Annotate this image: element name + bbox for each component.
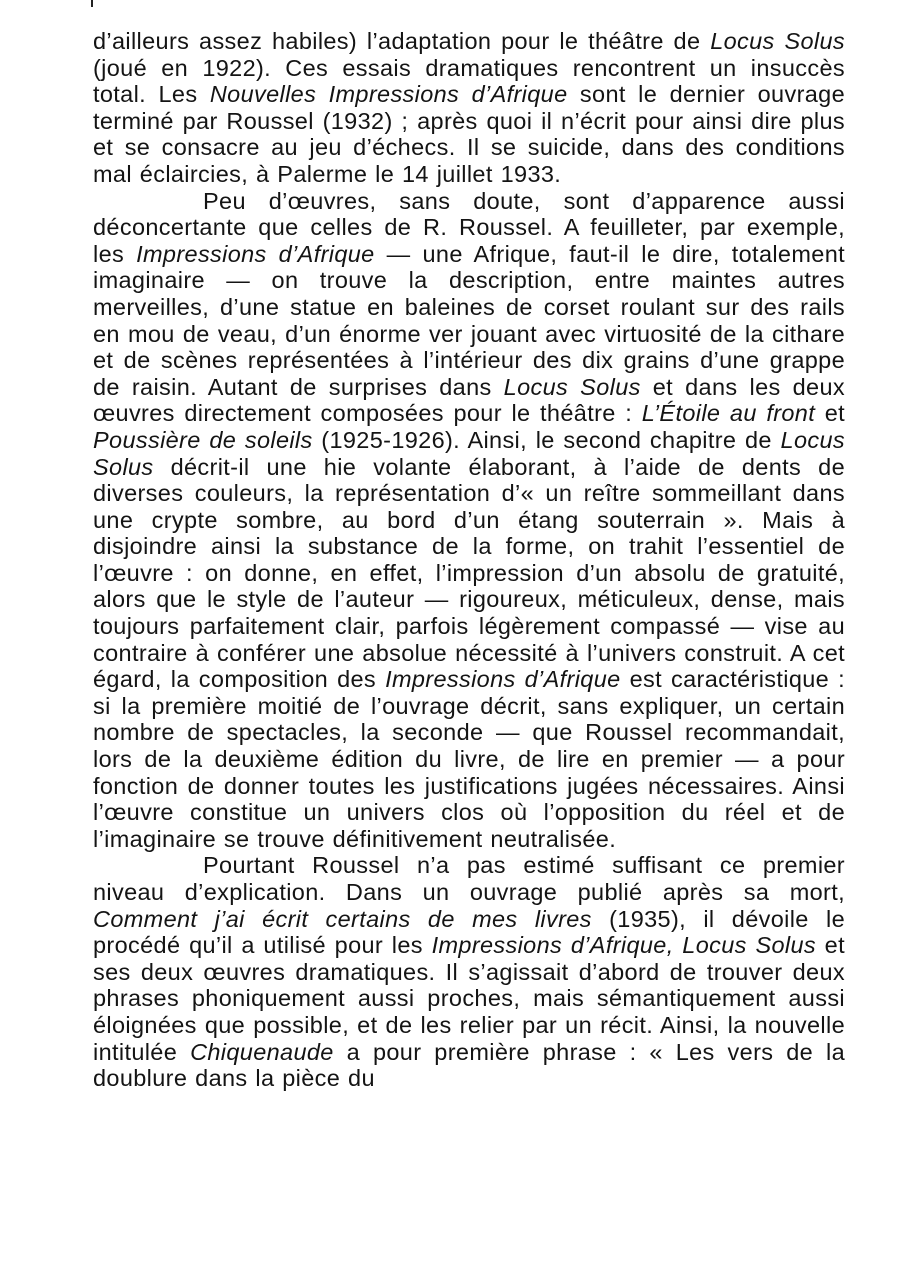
italic-title-text: Nouvelles Impressions d’Afrique bbox=[209, 81, 568, 108]
page-corner-mark bbox=[91, 0, 93, 7]
italic-title-text: L’Étoile au front bbox=[641, 400, 816, 427]
text-run: d’ailleurs assez habiles) l’adaptation pour le théâtre de bbox=[93, 28, 711, 54]
text-run: a pour première phrase : « Les vers de la doublure dans la pièce du bbox=[93, 1038, 845, 1092]
text-run: décrit-il une hie volante élaborant, à l’aide de dents de diverses couleurs, la représentation d’« un reître sommeillant dans une crypte sombre, au bord d’un étang souterrain ». Mais à disjoindre ainsi la substance de la forme, on trahit l’essentiel de l’œuvre : on donne, en effet, l’impression d’un absolu de gratuité, alors que le style de l’auteur — rigoureux, méticuleux, dense, mais toujours parfaitement clair, parfois légèrement compassé — vise au contraire à conférer une absolue nécessité à l’univers construit. A cet égard, la composition des bbox=[93, 453, 845, 693]
italic-title-text: Locus Solus bbox=[93, 426, 846, 480]
text-run: (1935), il dévoile le procédé qu’il a utilisé pour les bbox=[93, 905, 845, 959]
paragraph-roussel-works bbox=[93, 188, 845, 853]
text-run: (1925-1926). Ainsi, le second chapitre de bbox=[312, 426, 781, 453]
text-run: Peu d’œuvres, sans doute, sont d’apparence aussi déconcertante que celles de R. Roussel. A feuilleter, par exemple, les bbox=[93, 187, 845, 267]
paragraph-roussel-method bbox=[93, 852, 845, 1091]
paragraph-continuation bbox=[93, 28, 845, 188]
text-run: et bbox=[815, 400, 845, 427]
italic-title-text: Comment j’ai écrit certains de mes livres bbox=[93, 905, 592, 932]
text-run: sont le dernier ouvrage terminé par Roussel (1932) ; après quoi il n’écrit pour ainsi dire plus et se consacre au jeu d’échecs. Il se suicide, dans des conditions mal éclaircies, à Palerme le 14 juillet 1933. bbox=[93, 81, 846, 187]
italic-title-text: Locus Solus bbox=[503, 373, 641, 400]
italic-title-text: Impressions d’Afrique, Locus Solus bbox=[431, 932, 816, 959]
italic-title-text: Poussière de soleils bbox=[93, 426, 313, 453]
text-run: — une Afrique, faut-il le dire, totalement imaginaire — on trouve la description, entre maintes autres merveilles, d’une statue en baleines de corset roulant sur des rails en mou de veau, d’un énorme ver jouant avec virtuosité de la cithare et de scènes représentées à l’intérieur des dix grains d’une grappe de raisin. Autant de surprises dans bbox=[93, 240, 845, 400]
text-run: est caractéristique : si la première moitié de l’ouvrage décrit, sans expliquer, un certain nombre de spectacles, la seconde — que Roussel recommandait, lors de la deuxième édition du livre, de lire en premier — a pour fonction de donner toutes les justifications jugées nécessaires. Ainsi l’œuvre constitue un univers clos où l’opposition du réel et de l’imaginaire se trouve définitivement neutralisée. bbox=[93, 666, 845, 852]
body-text bbox=[93, 28, 845, 1092]
italic-title-text: Chiquenaude bbox=[190, 1038, 334, 1065]
text-run: (joué en 1922). Ces essais dramatiques rencontrent un insuccès total. Les bbox=[93, 54, 845, 108]
text-run: Pourtant Roussel n’a pas estimé suffisant ce premier niveau d’explication. Dans un ouvrage publié après sa mort, bbox=[93, 852, 845, 905]
italic-title-text: Impressions d’Afrique bbox=[136, 240, 375, 267]
italic-title-text: Impressions d’Afrique bbox=[385, 666, 621, 693]
italic-title-text: Locus Solus bbox=[710, 28, 846, 54]
text-run: et dans les deux œuvres directement composées pour le théâtre : bbox=[93, 373, 846, 427]
text-run: et ses deux œuvres dramatiques. Il s’agissait d’abord de trouver deux phrases phoniquement aussi proches, mais sémantiquement aussi éloignées que possible, et de les relier par un récit. Ainsi, la nouvelle intitulée bbox=[93, 932, 845, 1065]
